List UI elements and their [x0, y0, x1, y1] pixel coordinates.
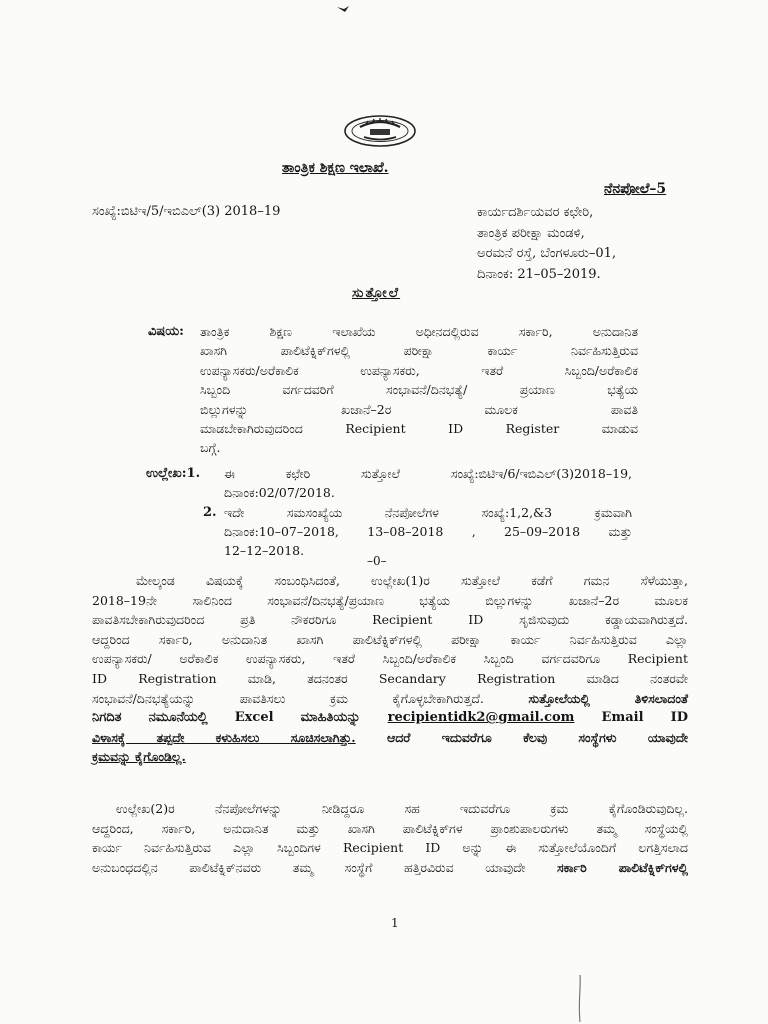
reference-number-2: 2.: [203, 505, 217, 520]
paragraph-line: ID Registration ಮಾಡಿ, ತದನಂತರ Secandary Registration ಮಾಡಿದ ನಂತರವೇ: [92, 670, 688, 686]
office-line: ಕಾರ್ಯದರ್ಶಿಯವರ ಕಛೇರಿ,: [477, 205, 594, 220]
paragraph-line: ಕಾರ್ಯ ನಿರ್ವಹಿಸುತ್ತಿರುವ ಎಲ್ಲಾ ಸಿಬ್ಬಂದಿಗಳ Recipient ID ಅನ್ನು ಈ ಸುತ್ತೋಲೆಯೊಂದಿಗೆ ಲಗತ್ತಿಸಲಾದ: [92, 840, 688, 856]
scan-mark-right: [576, 975, 584, 1023]
reference-line: 12–12–2018.: [224, 543, 305, 558]
paragraph-line: ಪಾವತಿಸಬೇಕಾಗಿರುವುದರಿಂದ ಪ್ರತಿ ನೌಕರರಿಗೂ Recipient ID ಸೃಜಿಸುವುದು ಕಡ್ಡಾಯವಾಗಿರುತ್ತದೆ.: [92, 612, 688, 628]
department-title: ತಾಂತ್ರಿಕ ಶಿಕ್ಷಣ ಇಲಾಖೆ.: [282, 160, 389, 176]
paragraph-line: [92, 858, 688, 878]
page-number: 1: [391, 916, 399, 930]
reference-number: ಸಂಖ್ಯೆ:ಬಿಟಿಇ/5/ಇಬಿಎಲ್(3) 2018–19: [92, 204, 281, 219]
email-link[interactable]: recipientidk2@gmail.com: [387, 710, 575, 726]
paragraph-segment: ಸಂಭಾವನೆ/ದಿನಭತ್ಯೆಯನ್ನು ಪಾವತಿಸಲು ಕ್ರಮ ಕೈಗೊಳ್ಳಬೇಕಾಗಿರುತ್ತದೆ.: [92, 690, 484, 706]
paragraph-line: [92, 689, 688, 709]
bold-phrase: ಸರ್ಕಾರಿ ಪಾಲಿಟೆಕ್ನಿಕ್‌ಗಳಲ್ಲಿ: [557, 859, 689, 875]
subject-line: ಬಿಲ್ಲುಗಳನ್ನು ಖಜಾನೆ–2ರ ಮೂಲಕ ಪಾವತಿ: [200, 401, 638, 417]
reference-label: ಉಲ್ಲೇಖ:1.: [146, 466, 201, 481]
bold-phrase: ಸುತ್ತೋಲೆಯಲ್ಲಿ ತಿಳಿಸಲಾದಂತೆ: [528, 690, 688, 706]
section-divider: –0–: [367, 554, 387, 568]
body-paragraph-1: [92, 571, 688, 767]
circular-heading: ಸುತ್ತೋಲೆ: [352, 285, 401, 301]
subject-line: ಬಗ್ಗೆ.: [200, 440, 221, 456]
underlined-phrase: ವಿಳಾಸಕ್ಕೆ ತಪ್ಪದೇ ಕಳುಹಿಸಲು ಸೂಚಿಸಲಾಗಿತ್ತು.: [92, 729, 356, 745]
subject-line: ಸಿಬ್ಬಂದಿ ವರ್ಗದವರಿಗೆ ಸಂಭಾವನೆ/ದಿನಭತ್ಯೆ/ ಪ್ರಯಾಣ ಭತ್ಯೆಯ: [200, 382, 638, 398]
bold-phrase: Email ID: [601, 710, 688, 726]
paragraph-line: [92, 708, 688, 728]
reference-line: ದಿನಾಂಕ:02/07/2018.: [224, 485, 335, 500]
paragraph-line: [92, 728, 688, 748]
office-line: ಅರಮನೆ ರಸ್ತೆ, ಬೆಂಗಳೂರು–01,: [477, 246, 617, 261]
reference-item-2: [224, 503, 632, 560]
bold-phrase: ಆದರೆ ಇದುವರೆಗೂ ಕೆಲವು ಸಂಸ್ಥೆಗಳು ಯಾವುದೇ: [386, 729, 688, 745]
subject-text: [200, 322, 638, 458]
date-line: ದಿನಾಂಕ: 21–05–2019.: [477, 266, 601, 282]
subject-line: ಉಪನ್ಯಾಸಕರು/ಅರೆಕಾಲಿಕ ಉಪನ್ಯಾಸಕರು, ಇತರೆ ಸಿಬ್ಬಂದಿ/ಅರೆಕಾಲಿಕ: [200, 362, 638, 378]
reference-item-1: [224, 464, 632, 502]
paragraph-line: ಉಪನ್ಯಾಸಕರು/ ಅರೆಕಾಲಿಕ ಉಪನ್ಯಾಸಕರು, ಇತರೆ ಸಿಬ್ಬಂದಿ/ಅರೆಕಾಲಿಕ ಸಿಬ್ಬಂದಿ ವರ್ಗದವರಿಗೂ Recipient: [92, 651, 688, 667]
paragraph-line: ಉಲ್ಲೇಖ(2)ರ ನೆನಪೋಲೆಗಳನ್ನು ನೀಡಿದ್ದರೂ ಸಹ ಇದುವರೆಗೂ ಕ್ರಮ ಕೈಗೊಂಡಿರುವುದಿಲ್ಲ.: [116, 801, 688, 816]
reference-line: ದಿನಾಂಕ:10–07–2018, 13–08–2018 , 25–09–2018 ಮತ್ತು: [224, 524, 632, 539]
government-emblem-icon: [342, 113, 418, 149]
office-address: [477, 203, 616, 285]
paragraph-segment: ಅನುಬಂಧದಲ್ಲಿನ ಪಾಲಿಟೆಕ್ನಿಕ್‌ನವರು ತಮ್ಮ ಸಂಸ್ಥೆಗೆ ಹತ್ತಿರವಿರುವ ಯಾವುದೇ: [92, 859, 526, 875]
reference-line: ಈ ಕಛೇರಿ ಸುತ್ತೋಲೆ ಸಂಖ್ಯೆ:ಬಿಟಿಇ/6/ಇಬಿಎಲ್(3)2018–19,: [224, 466, 632, 481]
subject-line: ತಾಂತ್ರಿಕ ಶಿಕ್ಷಣ ಇಲಾಖೆಯ ಅಧೀನದಲ್ಲಿರುವ ಸರ್ಕಾರಿ, ಅನುದಾನಿತ: [200, 324, 638, 339]
subject-line: ಖಾಸಗಿ ಪಾಲಿಟೆಕ್ನಿಕ್‌ಗಳಲ್ಲಿ ಪರೀಕ್ಷಾ ಕಾರ್ಯ ನಿರ್ವಹಿಸುತ್ತಿರುವ: [200, 343, 638, 359]
office-line: ತಾಂತ್ರಿಕ ಪರೀಕ್ಷಾ ಮಂಡಳಿ,: [477, 225, 585, 241]
paragraph-line: ಕ್ರಮವನ್ನು ಕೈಗೊಂಡಿಲ್ಲ.: [92, 749, 186, 765]
scan-mark-top: [336, 4, 350, 14]
bold-phrase: ನಿಗದಿತ ನಮೂನೆಯಲ್ಲಿ Excel ಮಾಹಿತಿಯನ್ನು: [92, 710, 361, 726]
body-paragraph-2: [92, 799, 688, 877]
subject-line: ಮಾಡಬೇಕಾಗಿರುವುದರಿಂದ Recipient ID Register ಮಾಡುವ: [200, 421, 638, 437]
paragraph-line: ಆದ್ದರಿಂದ ಸರ್ಕಾರಿ, ಅನುದಾನಿತ ಖಾಸಗಿ ಪಾಲಿಟೆಕ್ನಿಕ್‌ಗಳಲ್ಲಿ ಪರೀಕ್ಷಾ ಕಾರ್ಯ ನಿರ್ವಹಿಸುತ್ತಿರುವ ಎಲ್ಲಾ: [92, 631, 688, 647]
reminder-label: ನೆನಪೋಲೆ–5: [604, 181, 667, 197]
paragraph-line: ಮೇಲ್ಕಂಡ ವಿಷಯಕ್ಕೆ ಸಂಬಂಧಿಸಿದಂತೆ, ಉಲ್ಲೇಖ(1)ರ ಸುತ್ತೋಲೆ ಕಡೆಗೆ ಗಮನ ಸೆಳೆಯುತ್ತಾ,: [136, 573, 688, 588]
paragraph-line: 2018–19ನೇ ಸಾಲಿನಿಂದ ಸಂಭಾವನೆ/ದಿನಭತ್ಯೆ/ಪ್ರಯಾಣ ಭತ್ಯೆಯ ಬಿಲ್ಲುಗಳನ್ನು ಖಜಾನೆ–2ರ ಮೂಲಕ: [92, 592, 688, 608]
reference-line: ಇದೇ ಸಮಸಂಖ್ಯೆಯ ನೆನಪೋಲೆಗಳ ಸಂಖ್ಯೆ:1,2,&3 ಕ್ರಮವಾಗಿ: [224, 505, 632, 520]
subject-label: ವಿಷಯ:: [148, 324, 184, 339]
paragraph-line: ಆದ್ದರಿಂದ, ಸರ್ಕಾರಿ, ಅನುದಾನಿತ ಮತ್ತು ಖಾಸಗಿ ಪಾಲಿಟೆಕ್ನಿಕ್‌ಗಳ ಪ್ರಾಂಶುಪಾಲರುಗಳು ತಮ್ಮ ಸಂಸ್ಥೆಯಲ್ಲಿ: [92, 820, 688, 836]
